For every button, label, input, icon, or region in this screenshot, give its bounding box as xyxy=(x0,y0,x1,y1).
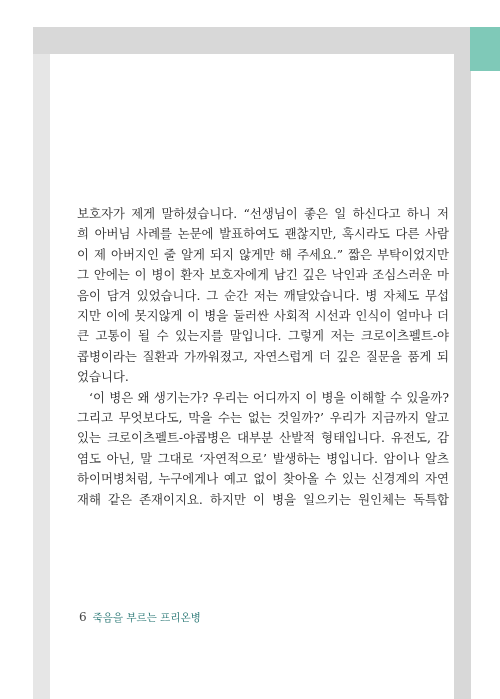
text-line: 그리고 무엇보다도, 막을 수는 없는 것일까?’ 우리가 지금까지 알고 xyxy=(77,410,449,426)
page-frame-top xyxy=(33,27,471,54)
page-footer xyxy=(79,610,201,625)
text-line: 지만 이에 못지않게 이 병을 둘러싼 사회적 시선과 인식이 얼마나 더 xyxy=(77,308,449,324)
book-title: 죽음을 부르는 프리온병 xyxy=(92,612,201,624)
text-line: 하이머병처럼, 누구에게나 예고 없이 찾아올 수 있는 신경계의 자연 xyxy=(77,471,449,487)
text-line: 음이 담겨 있었습니다. 그 순간 저는 깨달았습니다. 병 자체도 무섭 xyxy=(77,287,449,303)
page-frame-accent xyxy=(470,27,500,71)
text-line: 보호자가 제게 말하셨습니다. “선생님이 좋은 일 하신다고 하니 저 xyxy=(77,206,449,221)
text-line: 염도 아닌, 말 그대로 ‘자연적으로’ 발생하는 병입니다. 암이나 알츠 xyxy=(77,450,449,466)
text-line: 그 안에는 이 병이 환자 보호자에게 남긴 깊은 낙인과 조심스러운 마 xyxy=(77,267,449,283)
text-line: 큰 고통이 될 수 있는지를 말입니다. 그렇게 저는 크로이츠펠트-야 xyxy=(77,328,449,344)
page-frame-left xyxy=(33,27,50,699)
text-line: 희 아버님 사례를 논문에 발표하여도 괜찮지만, 혹시라도 다른 사람 xyxy=(77,226,449,242)
page-frame-right xyxy=(454,27,471,699)
text-line: 이 제 아버지인 줄 알게 되지 않게만 해 주세요.” 짧은 부탁이었지만 xyxy=(77,246,449,262)
text-line: 었습니다. xyxy=(77,369,129,385)
text-line: 재해 같은 존재이지요. 하지만 이 병을 일으키는 원인체는 독특합 xyxy=(77,491,449,507)
text-line: ‘이 병은 왜 생기는가? 우리는 어디까지 이 병을 이해할 수 있을까? xyxy=(89,389,449,405)
page-number: 6 xyxy=(79,610,87,624)
text-line: 콥병이라는 질환과 가까워졌고, 자연스럽게 더 깊은 질문을 품게 되 xyxy=(77,348,449,364)
text-line: 있는 크로이츠펠트-야콥병은 대부분 산발적 형태입니다. 유전도, 감 xyxy=(77,430,449,446)
body-text xyxy=(77,204,449,510)
